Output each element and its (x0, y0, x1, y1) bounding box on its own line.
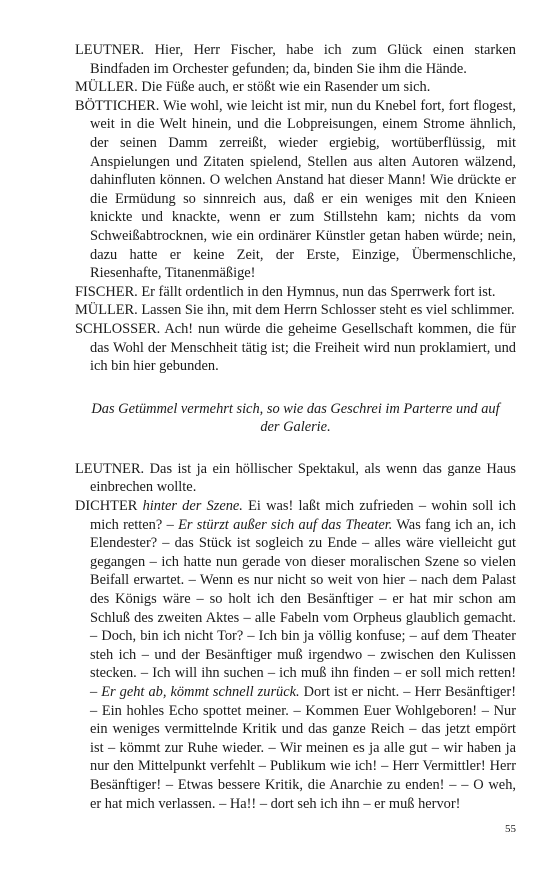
speaker-name: FISCHER. (75, 283, 138, 300)
stage-direction-inline: Er stürzt außer sich auf das Theater. (178, 516, 393, 533)
main-text (75, 41, 516, 813)
speech-text: Ei was! laßt mich zufrieden – wohin soll ich mich retten? – (90, 498, 516, 533)
speech-text: Hier, Herr Fischer, habe ich zum Glück einen starken Bindfaden im Orchester gefunden; da, binden Sie ihm die Hände. (90, 42, 516, 77)
speech-text: Ach! nun würde die geheime Gesellschaft kommen, die für das Wohl der Menschheit tätig ist; die Freiheit wird nun proklamiert, und ich bin hier gebunden. (90, 320, 516, 375)
speech-text: Lassen Sie ihn, mit dem Herrn Schlosser steht es viel schlimmer. (137, 302, 515, 319)
speaker-name: LEUTNER. (75, 42, 145, 58)
dialogue-block (75, 41, 516, 376)
dialogue-block (75, 460, 516, 813)
speech-text: Das ist ja ein höllischer Spektakul, als wenn das ganze Haus einbrechen wollte. (90, 460, 516, 496)
speech-paragraph (75, 97, 516, 283)
speaker-name: SCHLOSSER. (75, 320, 161, 337)
speaker-name: BÖTTICHER. (75, 97, 160, 114)
speech-paragraph (75, 497, 516, 813)
speech-paragraph (75, 41, 516, 78)
stage-direction: Das Getümmel vermehrt sich, so wie das Geschrei im Parterre und auf der Galerie. (91, 400, 500, 436)
speech-text: Die Füße auch, er stößt wie ein Rasender um sich. (137, 79, 431, 96)
speaker-name: LEUTNER. (75, 460, 145, 477)
speech-text: Wie wohl, wie leicht ist mir, nun du Knebel fort, fort flogest, weit in die Welt hinein, und die Lobpreisungen, einem Strome ähnlich, der seinen Damm zerreißt, wieder ergiebig, wortüberflüssig, mit Anspielungen und Zitaten spielend, Stellen aus alten Autoren wälzend, dahinfluten können. O welchen Anstand hat dieser Mann! Wie drückte er die Ermüdung so sinnreich aus, daß er ein weniges mit den Knieen knickte und knackte, wenn er zum Stillstehn kam; nichts da vom Schweißabtrocknen, wie ein ordinärer Künstler getan haben würde; nein, dazu hatte er keine Zeit, der Erste, Einzige, Übermenschliche, Riesenhafte, Titanenmäßige! (90, 97, 516, 282)
speech-paragraph (75, 460, 516, 497)
speech-text: Was fang ich an, ich Elendester? – das Stück ist sogleich zu Ende – alles wäre vielleicht gut gegangen – ich hatte nun gerade von dieser moralischen Szene so vielen Beifall erwartet. – Wenn es nur nicht so weit von hier – nach dem Palast des Königs wäre – so holt ich den Besänftiger – er hat mir schon am Schluß des zweiten Aktes – alle Fabeln vom Orpheus glaublich gemacht. – Doch, bin ich nicht Tor? – Ich bin ja völlig konfuse; – auf dem Theater steh ich – und der Besänftiger muß irgendwo – zwischen den Kulissen stecken. – Ich will ihn suchen – ich muß ihn finden – er soll mich retten! – (90, 516, 516, 700)
speech-text: Er fällt ordentlich in den Hymnus, nun das Sperrwerk fort ist. (137, 283, 496, 300)
speech-text: Dort ist er nicht. – Herr Besänftiger! – Ein hohles Echo spottet meiner. – Kommen Euer Wohlgeboren! – Nur ein weniges vermittelnde Kritik und das ganze Reich – das jetzt empört ist – kömmt zur Ruhe wieder. – Wir meinen es ja alle gut – wir haben ja nur den Mittelpunkt verfehlt – Publikum wie ich! – Herr Vermittler! Herr Besänftiger! – Etwas bessere Kritik, die Anarchie zu enden! – – O weh, er hat mich verlassen. – Ha!! – dort seh ich ihn – er muß hervor! (90, 684, 516, 812)
speech-paragraph (75, 320, 516, 376)
speaker-name: MÜLLER. (75, 302, 138, 319)
speaker-name: MÜLLER. (75, 79, 138, 96)
speech-paragraph (75, 301, 516, 320)
stage-direction-inline: hinter der Szene. (137, 498, 243, 515)
speaker-name: DICHTER (75, 498, 138, 515)
speech-paragraph (75, 78, 516, 97)
speech-paragraph (75, 283, 516, 302)
page-number: 55 (505, 823, 516, 835)
stage-direction-inline: Er geht ab, kömmt schnell zurück. (101, 684, 300, 700)
